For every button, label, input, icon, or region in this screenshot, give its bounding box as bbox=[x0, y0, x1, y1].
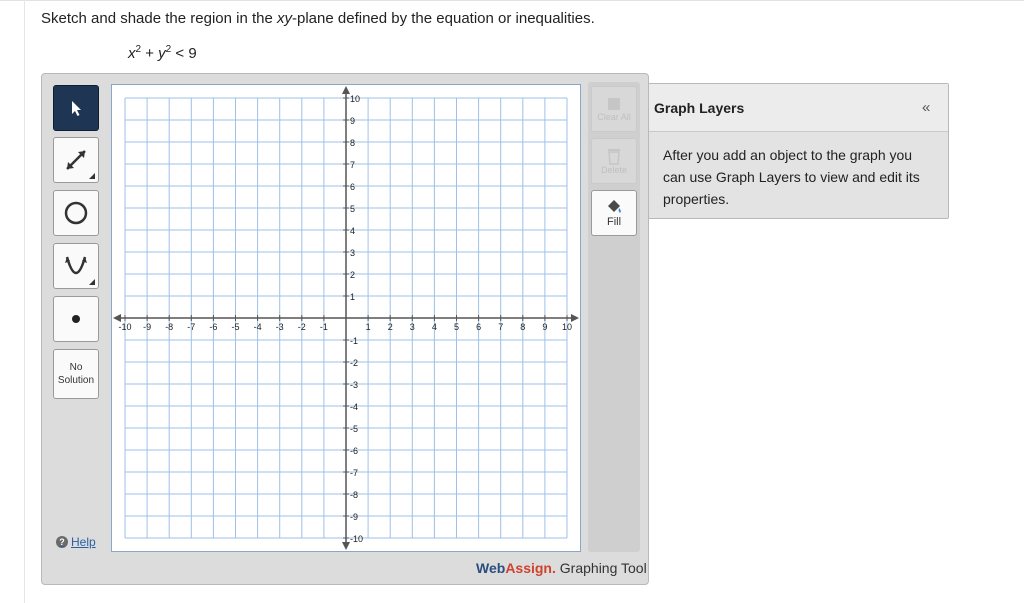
fill-button[interactable]: Fill bbox=[591, 190, 637, 236]
prompt-variable: xy bbox=[277, 10, 293, 27]
coordinate-grid[interactable] bbox=[112, 85, 580, 551]
help-link[interactable]: ? Help bbox=[56, 535, 96, 549]
y-tick-label: -9 bbox=[350, 512, 359, 522]
y-tick-label: -5 bbox=[350, 424, 359, 434]
x-tick-label: 4 bbox=[431, 322, 437, 332]
y-tick-label: -10 bbox=[350, 534, 364, 544]
x-tick-label: 10 bbox=[561, 322, 573, 332]
clear-all-button[interactable]: Clear All bbox=[591, 86, 637, 132]
y-tick-label: -7 bbox=[350, 468, 359, 478]
y-tick-label: 3 bbox=[350, 248, 356, 258]
line-segment-icon bbox=[59, 143, 93, 177]
graphing-tool bbox=[41, 73, 649, 585]
y-tick-label: 9 bbox=[350, 116, 356, 126]
point-icon bbox=[66, 309, 86, 329]
graph-layers-header bbox=[649, 84, 948, 132]
edit-palette bbox=[588, 82, 640, 552]
x-tick-label: 7 bbox=[498, 322, 504, 332]
circle-tool-button[interactable] bbox=[53, 190, 99, 236]
x-tick-label: 2 bbox=[387, 322, 393, 332]
x-tick-label: 1 bbox=[365, 322, 371, 332]
help-icon: ? bbox=[56, 536, 68, 548]
x-tick-label: 5 bbox=[453, 322, 460, 332]
dropdown-corner-icon bbox=[89, 279, 95, 285]
clear-all-icon bbox=[606, 96, 622, 112]
x-tick-label: -8 bbox=[165, 322, 174, 332]
y-tick-label: 5 bbox=[350, 204, 356, 214]
y-tick-label: 2 bbox=[350, 270, 356, 280]
delete-button[interactable]: Delete bbox=[591, 138, 637, 184]
y-tick-label: -4 bbox=[350, 402, 359, 412]
select-pointer-button[interactable] bbox=[53, 85, 99, 131]
point-tool-button[interactable] bbox=[53, 296, 99, 342]
webassign-brand: WebAssign. Graphing Tool bbox=[476, 560, 647, 576]
x-tick-label: -7 bbox=[187, 322, 196, 332]
x-tick-label: -3 bbox=[275, 322, 284, 332]
x-tick-label: -5 bbox=[231, 322, 240, 332]
trash-icon bbox=[606, 147, 622, 165]
y-tick-label: -2 bbox=[350, 358, 359, 368]
y-tick-label: 6 bbox=[350, 182, 356, 192]
x-tick-label: 3 bbox=[409, 322, 415, 332]
x-tick-label: -1 bbox=[319, 322, 328, 332]
top-divider bbox=[0, 0, 1024, 1]
paint-bucket-icon bbox=[604, 198, 624, 216]
collapse-icon[interactable]: « bbox=[922, 99, 931, 116]
graph-layers-message: After you add an object to the graph you can use Graph Layers to view and edit its properties. bbox=[663, 147, 920, 207]
y-tick-label: -8 bbox=[350, 490, 359, 500]
x-tick-label: -9 bbox=[143, 322, 152, 332]
x-tick-label: -4 bbox=[253, 322, 262, 332]
question-prompt: Sketch and shade the region in the xy-plane defined by the equation or inequalities. bbox=[41, 10, 595, 27]
graph-layers-title: Graph Layers bbox=[654, 100, 745, 116]
dropdown-corner-icon bbox=[89, 173, 95, 179]
y-tick-label: 7 bbox=[350, 160, 356, 170]
y-axis-arrow-down bbox=[342, 542, 350, 550]
y-tick-label: 10 bbox=[350, 94, 361, 104]
pointer-icon bbox=[66, 98, 86, 118]
y-tick-label: -6 bbox=[350, 446, 359, 456]
graph-layers-panel bbox=[648, 83, 949, 219]
x-tick-label: 9 bbox=[542, 322, 548, 332]
x-axis-arrow-right bbox=[571, 314, 579, 322]
y-axis-arrow-up bbox=[342, 86, 350, 94]
x-tick-label: 6 bbox=[476, 322, 482, 332]
x-axis-arrow-left bbox=[113, 314, 121, 322]
inequality: $x^2 + y^2 < 9$ bbox=[128, 44, 197, 62]
x-tick-label: -10 bbox=[118, 322, 132, 332]
parabola-icon bbox=[59, 249, 93, 283]
x-tick-label: -6 bbox=[209, 322, 218, 332]
line-tool-button[interactable] bbox=[53, 137, 99, 183]
x-tick-label: 8 bbox=[520, 322, 526, 332]
y-tick-label: -3 bbox=[350, 380, 359, 390]
no-solution-button[interactable]: No Solution bbox=[53, 349, 99, 399]
parabola-tool-button[interactable] bbox=[53, 243, 99, 289]
left-divider bbox=[24, 0, 25, 603]
x-tick-label: -2 bbox=[297, 322, 306, 332]
y-tick-label: 8 bbox=[350, 138, 356, 148]
circle-icon bbox=[61, 198, 91, 228]
y-tick-label: 4 bbox=[350, 226, 356, 236]
y-tick-label: -1 bbox=[350, 336, 359, 346]
y-tick-label: 1 bbox=[350, 292, 356, 302]
graph-canvas[interactable] bbox=[111, 84, 581, 552]
